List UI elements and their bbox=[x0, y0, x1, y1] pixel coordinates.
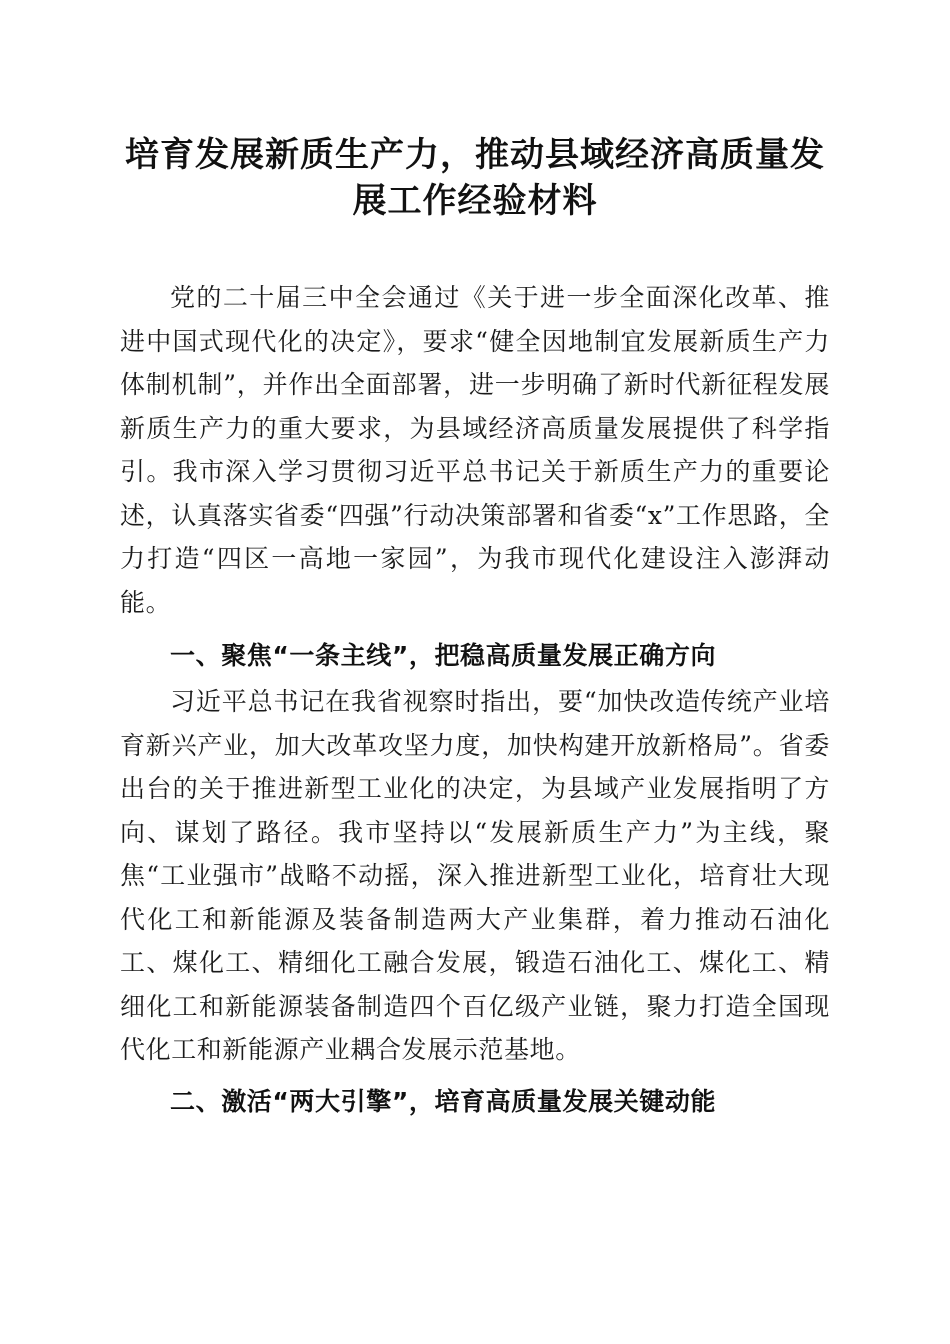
section-1-paragraph: 习近平总书记在我省视察时指出，要“加快改造传统产业培育新兴产业，加大改革攻坚力度，加快构建开放新格局”。省委出台的关于推进新型工业化的决定，为县域产业发展指明了方向、谋划了路径。我市坚持以“发展新质生产力”为主线，聚焦“工业强市”战略不动摇，深入推进新型工业化，培育壮大现代化工和新能源及装备制造两大产业集群，着力推动石油化工、煤化工、精细化工融合发展，锻造石油化工、煤化工、精细化工和新能源装备制造四个百亿级产业链，聚力打造全国现代化工和新能源产业耦合发展示范基地。 bbox=[120, 687, 830, 1064]
document-title: 培育发展新质生产力，推动县域经济高质量发展工作经验材料 bbox=[125, 135, 825, 221]
section-1-heading: 一、聚焦“一条主线”，把稳高质量发展正确方向 bbox=[170, 641, 717, 670]
intro-paragraph: 党的二十届三中全会通过《关于进一步全面深化改革、推进中国式现代化的决定》，要求“健全因地制宜发展新质生产力体制机制”，并作出全面部署，进一步明确了新时代新征程发展新质生产力的重大要求，为县域经济高质量发展提供了科学指引。我市深入学习贯彻习近平总书记关于新质生产力的重要论述，认真落实省委“四强”行动决策部署和省委“x”工作思路，全力打造“四区一高地一家园”，为我市现代化建设注入澎湃动能。 bbox=[120, 283, 830, 617]
section-2-heading: 二、激活“两大引擎”，培育高质量发展关键动能 bbox=[170, 1087, 717, 1116]
